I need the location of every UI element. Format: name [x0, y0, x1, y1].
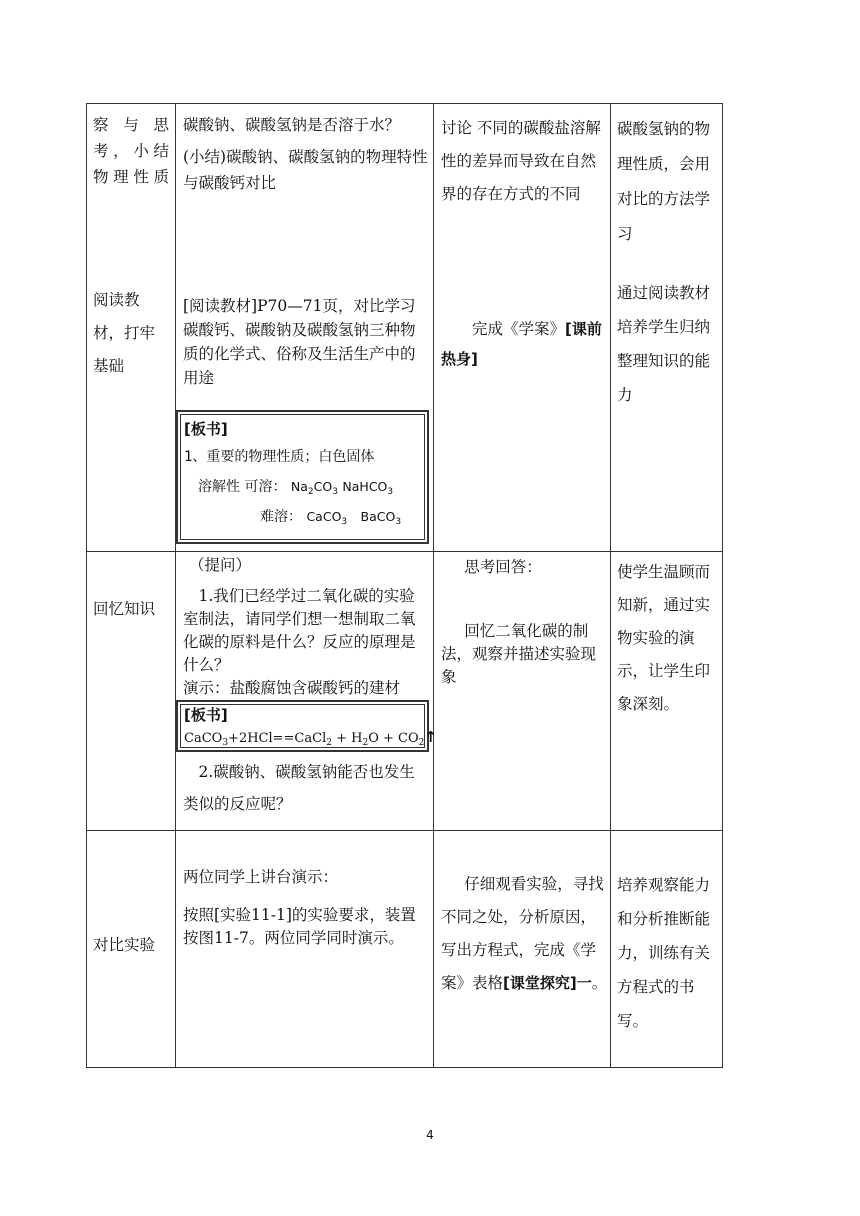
- stage-cell: 阅读教材，打牢基础: [93, 291, 156, 375]
- student-activity-cell: 讨论 不同的碳酸盐溶解性的差异而导致在自然界的存在方式的不同: [441, 119, 601, 203]
- student-activity-cell: 仔细观看实验，寻找不同之处，分析原因，写出方程式，完成《学案》表格[课堂探究]一。: [441, 875, 608, 992]
- teacher-instruction: 两位同学上讲台演示：: [183, 868, 339, 886]
- stage-cell: 察与思考，小结物理性质: [93, 116, 169, 186]
- board-line: 1、重要的物理性质；白色固体: [184, 449, 375, 465]
- teacher-question-label: （提问）: [189, 556, 252, 574]
- intent-cell: 碳酸氢钠的物理性质，会用对比的方法学习: [617, 120, 711, 243]
- board-line: 难溶： CaCO$_3$ BaCO$_3$: [260, 509, 402, 527]
- intent-cell: 通过阅读教材培养学生归纳整理知识的能力: [617, 284, 711, 404]
- student-activity-cell: 思考回答：: [464, 558, 542, 576]
- teacher-question: 1.我们已经学过二氧化碳的实验室制法，请同学们想一想制取二氧化碳的原料是什么？反应的原理是什么？: [183, 587, 416, 674]
- lesson-plan-table: [86, 103, 723, 1068]
- stage-cell: 回忆知识: [93, 600, 156, 618]
- teacher-summary: (小结)碳酸钠、碳酸氢钠的物理特性与碳酸钙对比: [183, 148, 428, 192]
- teacher-activity-cell: [183, 554, 428, 700]
- teacher-activity-cell: [183, 864, 428, 950]
- board-title: [板书]: [184, 420, 228, 438]
- teacher-activity-cell: [183, 112, 428, 196]
- row-divider: [87, 830, 722, 831]
- column-divider: [175, 104, 176, 1067]
- student-activity-cell: 完成《学案》[课前热身]: [441, 320, 602, 368]
- teacher-demo: 演示：盐酸腐蚀含碳酸钙的建材: [183, 679, 401, 697]
- board-writing-box: [176, 700, 437, 752]
- teacher-question: 2.碳酸钠、碳酸氢钠能否也发生类似的反应呢？: [183, 763, 415, 813]
- teacher-activity-cell: [阅读教材]P70—71页，对比学习碳酸钙、碳酸钠及碳酸氢钠三种物质的化学式、俗称及生活生产中的用途: [183, 297, 416, 387]
- board-line: 溶解性 可溶： $Na_2CO_3$ NaHCO$_3$: [198, 479, 394, 497]
- student-activity-cell: 回忆二氧化碳的制法，观察并描述实验现象: [441, 622, 597, 686]
- column-divider: [433, 104, 434, 1067]
- teacher-instruction: 按照[实验11-1]的实验要求，装置按图11-7。两位同学同时演示。: [183, 906, 416, 947]
- stage-cell: 对比实验: [93, 936, 156, 954]
- intent-cell: 培养观察能力和分析推断能力，训练有关方程式的书写。: [617, 876, 711, 1030]
- page-number: 4: [426, 1128, 434, 1142]
- board-equation: CaCO$_3$+2HCl==CaCl$_2$ + $H_2O$ + $CO_2↑$: [184, 728, 437, 748]
- board-title: [板书]: [184, 706, 228, 724]
- board-writing-box: [176, 410, 429, 544]
- row-divider: [87, 551, 722, 552]
- intent-cell: 使学生温顾而知新，通过实物实验的演示，让学生印象深刻。: [617, 563, 711, 713]
- column-divider: [610, 104, 611, 1067]
- teacher-question: 碳酸钠、碳酸氢钠是否溶于水？: [183, 116, 401, 134]
